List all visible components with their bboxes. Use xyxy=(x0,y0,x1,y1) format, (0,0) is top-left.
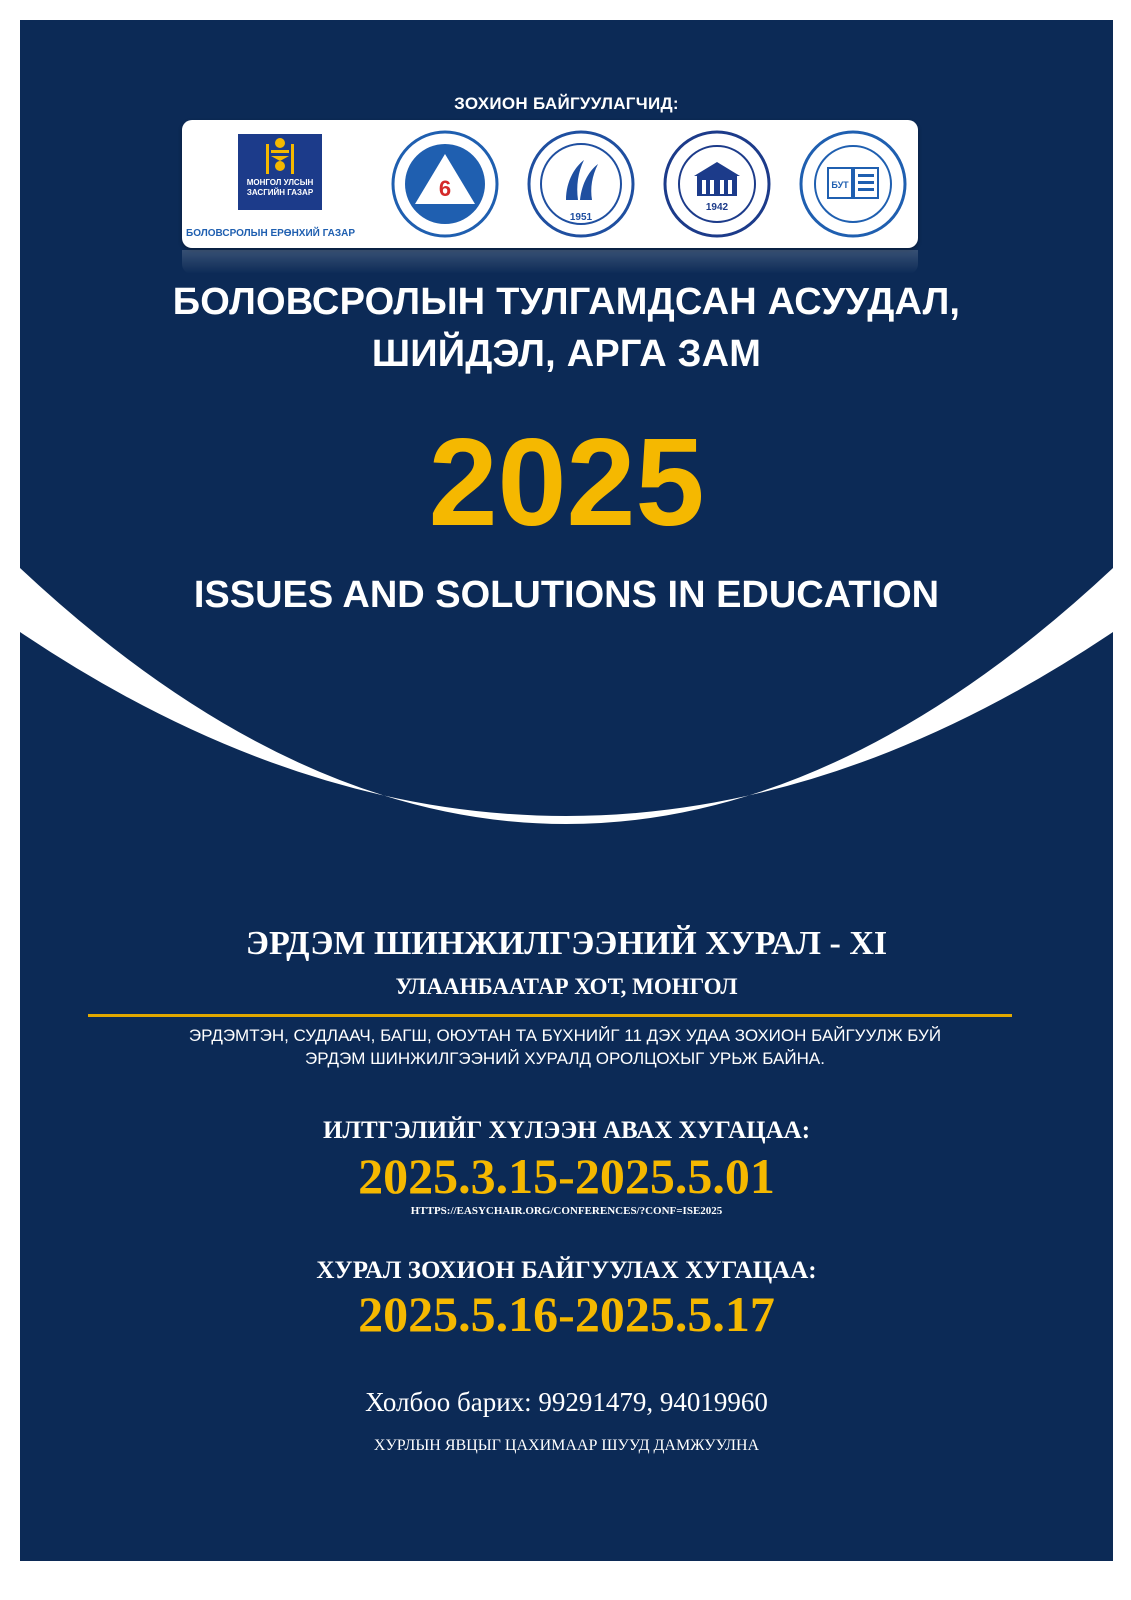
invitation-line2: ЭРДЭМ ШИНЖИЛГЭЭНИЙ ХУРАЛД ОРОЛЦОХЫГ УРЬЖ БАЙНА. xyxy=(305,1049,825,1068)
soyombo-emblem-icon xyxy=(238,134,322,210)
contact-info: Холбоо барих: 99291479, 94019960 xyxy=(365,1387,768,1417)
livestream-notice: ХУРЛЫН ЯВЦЫГ ЦАХИМААР ШУУД ДАМЖУУЛНА xyxy=(373,1437,760,1454)
gold-divider xyxy=(88,1014,1012,1017)
conference-dates: 2025.5.16-2025.5.17 xyxy=(358,1286,775,1342)
conference-year: 2025 xyxy=(428,414,705,552)
mongolian-national-university-of-education-seal-icon xyxy=(518,130,644,238)
logo-reflection xyxy=(182,250,918,274)
national-university-of-mongolia-seal-icon xyxy=(654,130,780,238)
seal-center-text: 1942 xyxy=(705,202,729,213)
poster xyxy=(20,20,1113,1561)
organizer-logos xyxy=(182,120,918,248)
submission-label: ИЛТГЭЛИЙГ ХҮЛЭЭН АВАХ ХУГАЦАА: xyxy=(322,1117,811,1144)
invitation-text xyxy=(100,1024,1030,1070)
submission-url[interactable]: HTTPS://EASYCHAIR.ORG/CONFERENCES/?CONF=ISE2025 xyxy=(410,1205,723,1217)
organizers-label: ЗОХИОН БАЙГУУЛАГЧИД: xyxy=(454,94,679,113)
conference-title-en: ISSUES AND SOLUTIONS IN EDUCATION xyxy=(193,574,940,616)
conference-location: УЛААНБААТАР ХОТ, МОНГОЛ xyxy=(395,974,738,999)
seal-center-text: 6 xyxy=(438,176,452,201)
government-logo xyxy=(182,120,382,248)
conference-name: ЭРДЭМ ШИНЖИЛГЭЭНИЙ ХУРАЛ - XI xyxy=(245,925,888,962)
seal-center-text: 1951 xyxy=(569,212,593,223)
conference-dates-label: ХУРАЛ ЗОХИОН БАЙГУУЛАХ ХУГАЦАА: xyxy=(316,1257,817,1284)
seal-center-text: БУТ xyxy=(831,180,849,190)
gov-emblem-text: МОНГОЛ УЛСЫН ЗАСГИЙН ГАЗАР xyxy=(246,178,314,197)
education-evaluation-center-seal-icon xyxy=(790,130,916,238)
gov-caption: БОЛОВСРОЛЫН ЕРӨНХИЙ ГАЗАР xyxy=(186,228,356,239)
submission-dates: 2025.3.15-2025.5.01 xyxy=(358,1148,775,1204)
title-mn-line2: ШИЙДЭЛ, АРГА ЗАМ xyxy=(371,333,762,375)
title-mn-line1: БОЛОВСРОЛЫН ТУЛГАМДСАН АСУУДАЛ, xyxy=(172,281,961,323)
institute-for-educational-research-seal-icon xyxy=(382,130,508,238)
conference-title-mn xyxy=(20,276,1113,380)
invitation-line1: ЭРДЭМТЭН, СУДЛААЧ, БАГШ, ОЮУТАН ТА БҮХНИЙГ 11 ДЭХ УДАА ЗОХИОН БАЙГУУЛЖ БУЙ xyxy=(188,1026,942,1045)
